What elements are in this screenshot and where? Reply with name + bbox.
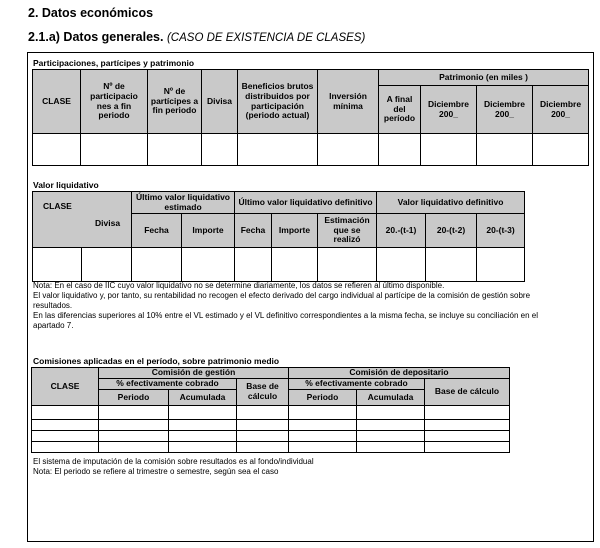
col-divisa: Divisa	[95, 218, 121, 228]
col-fecha-definitivo: Fecha	[235, 214, 272, 248]
input-cell[interactable]	[477, 134, 533, 166]
input-cell[interactable]	[202, 134, 238, 166]
comisiones-notes	[33, 457, 553, 477]
table-row	[33, 248, 525, 282]
col-num-participaciones: Nº de participacio nes a fin periodo	[81, 70, 148, 134]
input-cell[interactable]	[32, 431, 99, 442]
table-row	[32, 406, 510, 420]
input-cell[interactable]	[421, 134, 477, 166]
col-diciembre-3: Diciembre 200_	[533, 86, 589, 134]
col-efectivamente-cobrado-gestion: % efectivamente cobrado	[99, 379, 237, 390]
input-cell[interactable]	[148, 134, 202, 166]
input-cell[interactable]	[425, 431, 510, 442]
col-estimacion: Estimación que se realizó	[318, 214, 377, 248]
col-ultimo-estimado: Último valor liquidativo estimado	[132, 192, 235, 214]
input-cell[interactable]	[235, 248, 272, 282]
input-cell[interactable]	[357, 431, 425, 442]
input-cell[interactable]	[377, 248, 426, 282]
input-cell[interactable]	[289, 431, 357, 442]
input-cell[interactable]	[169, 431, 237, 442]
note-line: El valor liquidativo y, por tanto, su rentabilidad no recogen el efecto derivado del cargo individual al partícipe de la comisión de gestión sobre resultados.	[33, 291, 531, 310]
participaciones-table	[32, 69, 589, 166]
input-cell[interactable]	[237, 442, 289, 453]
col-importe-definitivo: Importe	[272, 214, 318, 248]
col-clase: CLASE	[33, 70, 81, 134]
subsection-note: (CASO DE EXISTENCIA DE CLASES)	[166, 32, 366, 44]
input-cell[interactable]	[272, 248, 318, 282]
input-cell[interactable]	[32, 406, 99, 420]
col-final-periodo: A final del período	[379, 86, 421, 134]
input-cell[interactable]	[99, 406, 169, 420]
valor-liquidativo-table	[32, 191, 525, 282]
col-base-calculo-gestion: Base de cálculo	[237, 379, 289, 406]
input-cell[interactable]	[533, 134, 589, 166]
col-valor-definitivo: Valor liquidativo definitivo	[377, 192, 525, 214]
col-periodo-depositario: Periodo	[289, 390, 357, 406]
input-cell[interactable]	[237, 431, 289, 442]
col-patrimonio: Patrimonio (en miles )	[379, 70, 589, 86]
col-t-1: 20.-(t-1)	[377, 214, 426, 248]
col-ultimo-definitivo: Último valor liquidativo definitivo	[235, 192, 377, 214]
col-acumulada-depositario: Acumulada	[357, 390, 425, 406]
input-cell[interactable]	[33, 248, 82, 282]
col-diciembre-2: Diciembre 200_	[477, 86, 533, 134]
input-cell[interactable]	[425, 442, 510, 453]
input-cell[interactable]	[32, 420, 99, 431]
input-cell[interactable]	[357, 442, 425, 453]
col-t-2: 20-(t-2)	[426, 214, 477, 248]
col-importe-estimado: Importe	[182, 214, 235, 248]
input-cell[interactable]	[237, 420, 289, 431]
col-comision-depositario: Comisión de depositario	[289, 368, 510, 379]
input-cell[interactable]	[169, 420, 237, 431]
col-t-3: 20-(t-3)	[477, 214, 525, 248]
col-acumulada-gestion: Acumulada	[169, 390, 237, 406]
col-comision-gestion: Comisión de gestión	[99, 368, 289, 379]
participaciones-title: Participaciones, partícipes y patrimonio	[33, 58, 195, 68]
note-line: Nota: El periodo se refiere al trimestre o semestre, según sea el caso	[33, 467, 279, 476]
col-divisa: Divisa	[202, 70, 238, 134]
input-cell[interactable]	[82, 248, 132, 282]
col-diciembre-1: Diciembre 200_	[421, 86, 477, 134]
table-row	[33, 134, 589, 166]
valor-liquidativo-title: Valor liquidativo	[33, 180, 99, 190]
col-num-participes: Nº de partícipes a fin periodo	[148, 70, 202, 134]
input-cell[interactable]	[289, 406, 357, 420]
comisiones-title: Comisiones aplicadas en el período, sobre patrimonio medio	[33, 356, 280, 366]
col-clase-divisa	[33, 192, 132, 248]
col-efectivamente-cobrado-depositario: % efectivamente cobrado	[289, 379, 425, 390]
note-line: En las diferencias superiores al 10% entre el VL estimado y el VL definitivo correspondientes a la misma fecha, se incluye su conciliación en el apartado 7.	[33, 311, 539, 330]
input-cell[interactable]	[132, 248, 182, 282]
table-row	[32, 442, 510, 453]
note-line: El sistema de imputación de la comisión sobre resultados es al fondo/individual	[33, 457, 314, 466]
input-cell[interactable]	[182, 248, 235, 282]
input-cell[interactable]	[169, 406, 237, 420]
col-inversion-minima: Inversión mínima	[318, 70, 379, 134]
input-cell[interactable]	[379, 134, 421, 166]
input-cell[interactable]	[237, 406, 289, 420]
col-clase: CLASE	[32, 368, 99, 406]
input-cell[interactable]	[99, 420, 169, 431]
input-cell[interactable]	[99, 442, 169, 453]
valor-liquidativo-notes	[33, 281, 553, 331]
col-base-calculo-depositario: Base de cálculo	[425, 379, 510, 406]
section-heading: 2. Datos económicos	[28, 6, 154, 20]
input-cell[interactable]	[426, 248, 477, 282]
col-beneficios: Beneficios brutos distribuidos por participación (periodo actual)	[238, 70, 318, 134]
input-cell[interactable]	[425, 420, 510, 431]
note-line: Nota: En el caso de IIC cuyo valor liquidativo no se determine diariamente, los datos se refieren al último disponible.	[33, 281, 445, 290]
input-cell[interactable]	[357, 406, 425, 420]
input-cell[interactable]	[32, 442, 99, 453]
input-cell[interactable]	[289, 442, 357, 453]
col-periodo-gestion: Periodo	[99, 390, 169, 406]
subsection-number-title: 2.1.a) Datos generales.	[28, 30, 164, 44]
subsection-heading	[28, 30, 365, 44]
input-cell[interactable]	[357, 420, 425, 431]
col-fecha-estimado: Fecha	[132, 214, 182, 248]
input-cell[interactable]	[289, 420, 357, 431]
input-cell[interactable]	[238, 134, 318, 166]
input-cell[interactable]	[318, 248, 377, 282]
input-cell[interactable]	[169, 442, 237, 453]
table-row	[32, 431, 510, 442]
col-clase: CLASE	[43, 201, 72, 211]
input-cell[interactable]	[99, 431, 169, 442]
input-cell[interactable]	[425, 406, 510, 420]
input-cell[interactable]	[318, 134, 379, 166]
comisiones-table	[31, 367, 510, 453]
input-cell[interactable]	[81, 134, 148, 166]
table-row	[32, 420, 510, 431]
input-cell[interactable]	[33, 134, 81, 166]
input-cell[interactable]	[477, 248, 525, 282]
